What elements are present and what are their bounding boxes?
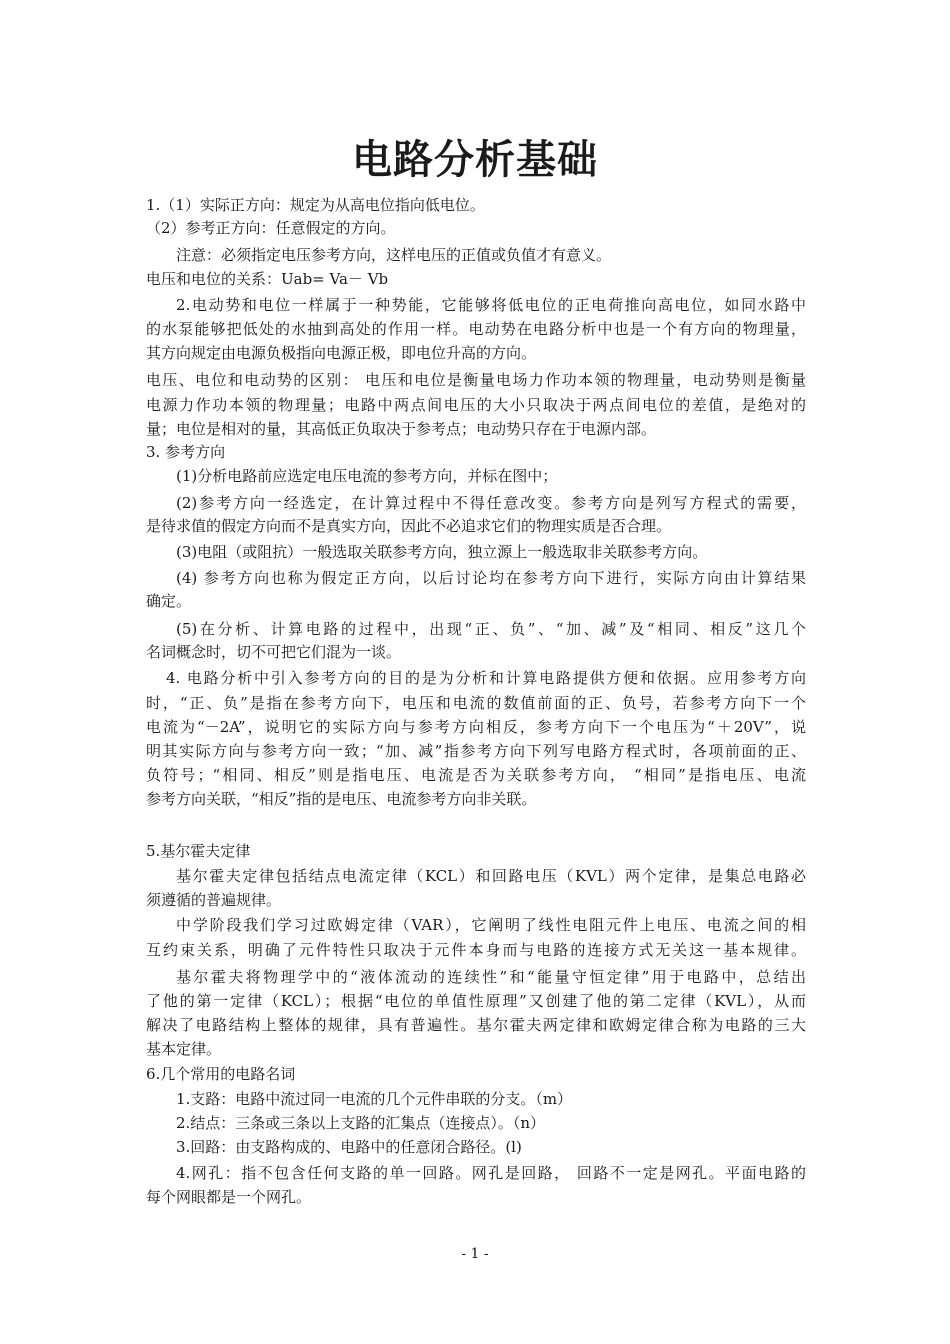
- text-line: (2)参考方向一经选定，在计算过程中不得任意改变。参考方向是列写方程式的需要，: [176, 494, 806, 512]
- text-line: 确定。: [146, 592, 192, 610]
- text-line: 4. 电路分析中引入参考方向的目的是为分析和计算电路提供方便和依据。应用参考方向: [166, 669, 806, 687]
- text-line: 基本定律。: [146, 1040, 222, 1058]
- text-line: 时，“正、负”是指在参考方向下，电压和电流的数值前面的正、负号，若参考方向下一个: [146, 694, 806, 712]
- text-line: 量；电位是相对的量，其高低正负取决于参考点；电动势只存在于电源内部。: [146, 420, 657, 438]
- text-line: 的水泵能够把低处的水抽到高处的作用一样。电动势在电路分析中也是一个有方向的物理量，: [146, 320, 806, 338]
- text-line: (4) 参考方向也称为假定正方向，以后讨论均在参考方向下进行，实际方向由计算结果: [176, 569, 806, 587]
- text-line: 电源力作功本领的物理量；电路中两点间电压的大小只取决于两点间电位的差值，是绝对的: [146, 396, 806, 414]
- page-number: - 1 -: [461, 1246, 489, 1262]
- text-line: 电流为“－2A”，说明它的实际方向与参考方向相反，参考方向下一个电压为“＋20V”，说: [146, 718, 806, 736]
- text-line: 互约束关系，明确了元件特性只取决于元件本身而与电路的连接方式无关这一基本规律。: [146, 941, 806, 959]
- text-line: 名词概念时，切不可把它们混为一谈。: [146, 643, 402, 661]
- text-line: 1.支路：电路中流过同一电流的几个元件串联的分支。（m）: [176, 1090, 573, 1108]
- text-line: 基尔霍夫将物理学中的“液体流动的连续性”和“能量守恒定律”用于电路中，总结出: [176, 968, 806, 986]
- text-line: 2.结点：三条或三条以上支路的汇集点（连接点）。（n）: [176, 1114, 545, 1132]
- text-line: (5)在分析、计算电路的过程中，出现“正、负”、“加、减”及“相同、相反”这几个: [176, 620, 806, 638]
- text-line: 4.网孔：指不包含任何支路的单一回路。网孔是回路， 回路不一定是网孔。平面电路的: [176, 1164, 806, 1182]
- text-line: 电压和电位的关系：Uab= Va－ Vb: [146, 270, 389, 288]
- text-line: 参考方向关联，“相反”指的是电压、电流参考方向非关联。: [146, 790, 537, 808]
- text-line: 其方向规定由电源负极指向电源正极，即电位升高的方向。: [146, 344, 537, 362]
- section-heading: 6.几个常用的电路名词: [146, 1065, 296, 1083]
- text-line: 了他的第一定律（KCL）；根据“电位的单值性原理”又创建了他的第二定律（KVL），从而: [146, 992, 806, 1010]
- text-line: 须遵循的普遍规律。: [146, 891, 282, 909]
- text-line: 明其实际方向与参考方向一致；“加、减”指参考方向下列写电路方程式时，各项前面的正、: [146, 742, 806, 760]
- text-line: 中学阶段我们学习过欧姆定律（VAR），它阐明了线性电阻元件上电压、电流之间的相: [176, 916, 806, 934]
- text-line: 解决了电路结构上整体的规律，具有普遍性。基尔霍夫两定律和欧姆定律合称为电路的三大: [146, 1016, 806, 1034]
- text-line: （2）参考正方向：任意假定的方向。: [146, 219, 396, 237]
- text-line: 负符号；“相同、相反”则是指电压、电流是否为关联参考方向， “相同”是指电压、电流: [146, 766, 806, 784]
- text-line: 2.电动势和电位一样属于一种势能，它能够将低电位的正电荷推向高电位，如同水路中: [176, 296, 806, 314]
- page-title: 电路分析基础: [352, 137, 598, 183]
- text-line: 注意：必须指定电压参考方向，这样电压的正值或负值才有意义。: [176, 246, 612, 264]
- section-heading: 5.基尔霍夫定律: [146, 842, 251, 860]
- text-line: 电压、电位和电动势的区别： 电压和电位是衡量电场力作功本领的物理量，电动势则是衡量: [146, 371, 806, 389]
- text-line: 每个网眼都是一个网孔。: [146, 1188, 312, 1206]
- text-line: 基尔霍夫定律包括结点电流定律（KCL）和回路电压（KVL）两个定律，是集总电路必: [176, 867, 806, 885]
- text-line: 3. 参考方向: [146, 443, 226, 461]
- text-line: 是待求值的假定方向而不是真实方向，因此不必追求它们的物理实质是否合理。: [146, 517, 672, 535]
- text-line: 1.（1）实际正方向：规定为从高电位指向低电位。: [146, 196, 485, 214]
- text-line: 3.回路：由支路构成的、电路中的任意闭合路径。(l): [176, 1138, 522, 1156]
- text-line: (1)分析电路前应选定电压电流的参考方向，并标在图中；: [176, 467, 558, 485]
- text-line: (3)电阻（或阻抗）一般选取关联参考方向，独立源上一般选取非关联参考方向。: [176, 543, 708, 561]
